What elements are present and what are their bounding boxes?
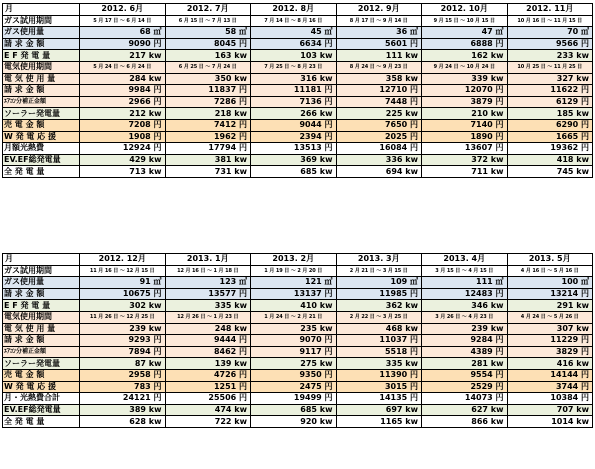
month-header-cell: 2012. 11月 bbox=[507, 4, 593, 16]
value-cell: 68 ㎥ bbox=[80, 27, 166, 39]
value-cell: 3744 円 bbox=[507, 381, 593, 393]
value-cell: 9284 円 bbox=[422, 335, 508, 347]
value-cell: 335 kw bbox=[165, 300, 251, 312]
value-cell: 416 kw bbox=[507, 358, 593, 370]
period-cell: 4 月 24 日 ～ 5 月 26 日 bbox=[507, 311, 593, 323]
row-label: 請 求 金 額 bbox=[3, 38, 80, 50]
value-cell: 1908 円 bbox=[80, 131, 166, 143]
value-cell: 12070 円 bbox=[422, 85, 508, 97]
value-cell: 327 kw bbox=[507, 73, 593, 85]
period-cell: 3 月 26 日 ～ 4 月 23 日 bbox=[422, 311, 508, 323]
value-cell: 9444 円 bbox=[165, 335, 251, 347]
value-cell: 248 kw bbox=[165, 323, 251, 335]
month-header-cell: 2013. 1月 bbox=[165, 254, 251, 266]
row-label: ｴｱｺﾝ分補正金額 bbox=[3, 96, 80, 108]
row-label: ソーラー発電量 bbox=[3, 358, 80, 370]
table-row bbox=[3, 38, 593, 50]
value-cell: 9117 円 bbox=[251, 346, 337, 358]
value-cell: 58 ㎥ bbox=[165, 27, 251, 39]
period-cell: 5 月 17 日 ～ 6 月 14 日 bbox=[80, 15, 166, 27]
row-label: 請 求 金 額 bbox=[3, 335, 80, 347]
row-label: 月・光熱費合計 bbox=[3, 393, 80, 405]
value-cell: 372 kw bbox=[422, 154, 508, 166]
table-row bbox=[3, 61, 593, 73]
value-cell: 233 kw bbox=[507, 50, 593, 62]
value-cell: 358 kw bbox=[336, 73, 422, 85]
value-cell: 12710 円 bbox=[336, 85, 422, 97]
value-cell: 9984 円 bbox=[80, 85, 166, 97]
period-cell: 12 月 16 日 ～ 1 月 18 日 bbox=[165, 265, 251, 277]
value-cell: 1665 円 bbox=[507, 131, 593, 143]
value-cell: 91 ㎥ bbox=[80, 277, 166, 289]
value-cell: 1014 kw bbox=[507, 416, 593, 428]
value-cell: 7650 円 bbox=[336, 119, 422, 131]
value-cell: 474 kw bbox=[165, 404, 251, 416]
value-cell: 10384 円 bbox=[507, 393, 593, 405]
period-cell: 6 月 25 日 ～ 7 月 24 日 bbox=[165, 61, 251, 73]
value-cell: 13137 円 bbox=[251, 288, 337, 300]
value-cell: 275 kw bbox=[251, 358, 337, 370]
value-cell: 11837 円 bbox=[165, 85, 251, 97]
period-cell: 2 月 21 日 ～ 3 月 15 日 bbox=[336, 265, 422, 277]
table-row bbox=[3, 416, 593, 428]
value-cell: 2958 円 bbox=[80, 369, 166, 381]
row-label: W 発 電 応 援 bbox=[3, 131, 80, 143]
value-cell: 731 kw bbox=[165, 166, 251, 178]
value-cell: 350 kw bbox=[165, 73, 251, 85]
value-cell: 13214 円 bbox=[507, 288, 593, 300]
value-cell: 19499 円 bbox=[251, 393, 337, 405]
value-cell: 239 kw bbox=[422, 323, 508, 335]
row-label: ｴｱｺﾝ分補正金額 bbox=[3, 346, 80, 358]
value-cell: 16084 円 bbox=[336, 143, 422, 155]
value-cell: 410 kw bbox=[251, 300, 337, 312]
value-cell: 9566 円 bbox=[507, 38, 593, 50]
month-header-cell: 2012. 12月 bbox=[80, 254, 166, 266]
value-cell: 7286 円 bbox=[165, 96, 251, 108]
value-cell: 468 kw bbox=[336, 323, 422, 335]
row-label: 請 求 金 額 bbox=[3, 85, 80, 97]
month-header-cell: 2012. 6月 bbox=[80, 4, 166, 16]
value-cell: 121 ㎥ bbox=[251, 277, 337, 289]
value-cell: 218 kw bbox=[165, 108, 251, 120]
table-row bbox=[3, 277, 593, 289]
value-cell: 722 kw bbox=[165, 416, 251, 428]
value-cell: 9554 円 bbox=[422, 369, 508, 381]
value-cell: 3015 円 bbox=[336, 381, 422, 393]
value-cell: 694 kw bbox=[336, 166, 422, 178]
period-cell: 10 月 25 日 ～ 11 月 25 日 bbox=[507, 61, 593, 73]
value-cell: 685 kw bbox=[251, 404, 337, 416]
value-cell: 707 kw bbox=[507, 404, 593, 416]
value-cell: 7894 円 bbox=[80, 346, 166, 358]
value-cell: 217 kw bbox=[80, 50, 166, 62]
value-cell: 346 kw bbox=[422, 300, 508, 312]
row-label: 全 発 電 量 bbox=[3, 416, 80, 428]
table-row bbox=[3, 265, 593, 277]
value-cell: 3879 円 bbox=[422, 96, 508, 108]
value-cell: 47 ㎥ bbox=[422, 27, 508, 39]
value-cell: 70 ㎥ bbox=[507, 27, 593, 39]
value-cell: 697 kw bbox=[336, 404, 422, 416]
table-row bbox=[3, 358, 593, 370]
value-cell: 9293 円 bbox=[80, 335, 166, 347]
month-header-cell: 2013. 5月 bbox=[507, 254, 593, 266]
value-cell: 7412 円 bbox=[165, 119, 251, 131]
value-cell: 14073 円 bbox=[422, 393, 508, 405]
value-cell: 12924 円 bbox=[80, 143, 166, 155]
value-cell: 307 kw bbox=[507, 323, 593, 335]
value-cell: 111 ㎥ bbox=[422, 277, 508, 289]
table-row bbox=[3, 369, 593, 381]
table-row bbox=[3, 404, 593, 416]
table-row bbox=[3, 96, 593, 108]
value-cell: 291 kw bbox=[507, 300, 593, 312]
month-header-label: 月 bbox=[3, 254, 80, 266]
month-header-cell: 2012. 9月 bbox=[336, 4, 422, 16]
period-cell: 9 月 15 日 ～ 10 月 15 日 bbox=[422, 15, 508, 27]
row-label: ガス試用期間 bbox=[3, 15, 80, 27]
period-cell: 9 月 24 日 ～ 10 月 24 日 bbox=[422, 61, 508, 73]
value-cell: 45 ㎥ bbox=[251, 27, 337, 39]
month-header-row bbox=[3, 254, 593, 266]
value-cell: 13607 円 bbox=[422, 143, 508, 155]
row-label: 電気使用期間 bbox=[3, 311, 80, 323]
value-cell: 5601 円 bbox=[336, 38, 422, 50]
row-label: 売 電 金 額 bbox=[3, 369, 80, 381]
value-cell: 2394 円 bbox=[251, 131, 337, 143]
value-cell: 11390 円 bbox=[336, 369, 422, 381]
value-cell: 13513 円 bbox=[251, 143, 337, 155]
value-cell: 11229 円 bbox=[507, 335, 593, 347]
value-cell: 100 ㎥ bbox=[507, 277, 593, 289]
table-row bbox=[3, 50, 593, 62]
value-cell: 8462 円 bbox=[165, 346, 251, 358]
value-cell: 9090 円 bbox=[80, 38, 166, 50]
row-label: ガス試用期間 bbox=[3, 265, 80, 277]
period-cell: 1 月 24 日 ～ 2 月 21 日 bbox=[251, 311, 337, 323]
month-header-label: 月 bbox=[3, 4, 80, 16]
value-cell: 109 ㎥ bbox=[336, 277, 422, 289]
value-cell: 210 kw bbox=[422, 108, 508, 120]
value-cell: 87 kw bbox=[80, 358, 166, 370]
value-cell: 628 kw bbox=[80, 416, 166, 428]
value-cell: 4389 円 bbox=[422, 346, 508, 358]
row-label: EV.EF総発電量 bbox=[3, 404, 80, 416]
value-cell: 24121 円 bbox=[80, 393, 166, 405]
value-cell: 3829 円 bbox=[507, 346, 593, 358]
value-cell: 1890 円 bbox=[422, 131, 508, 143]
value-cell: 745 kw bbox=[507, 166, 593, 178]
value-cell: 339 kw bbox=[422, 73, 508, 85]
row-label: 電気使用期間 bbox=[3, 61, 80, 73]
period-cell: 3 月 15 日 ～ 4 月 15 日 bbox=[422, 265, 508, 277]
row-label: E F 発 電 量 bbox=[3, 50, 80, 62]
row-label: ガス使用量 bbox=[3, 27, 80, 39]
value-cell: 14144 円 bbox=[507, 369, 593, 381]
value-cell: 316 kw bbox=[251, 73, 337, 85]
value-cell: 11985 円 bbox=[336, 288, 422, 300]
utility-table-2012 bbox=[2, 3, 593, 178]
month-header-row bbox=[3, 4, 593, 16]
value-cell: 9070 円 bbox=[251, 335, 337, 347]
table-row bbox=[3, 323, 593, 335]
value-cell: 17794 円 bbox=[165, 143, 251, 155]
value-cell: 6290 円 bbox=[507, 119, 593, 131]
value-cell: 139 kw bbox=[165, 358, 251, 370]
value-cell: 713 kw bbox=[80, 166, 166, 178]
value-cell: 284 kw bbox=[80, 73, 166, 85]
period-cell: 11 月 16 日 ～ 12 月 15 日 bbox=[80, 265, 166, 277]
value-cell: 239 kw bbox=[80, 323, 166, 335]
row-label: 月額光熱費 bbox=[3, 143, 80, 155]
value-cell: 4726 円 bbox=[165, 369, 251, 381]
row-label: 請 求 金 額 bbox=[3, 288, 80, 300]
utility-table-2013 bbox=[2, 253, 593, 428]
period-cell: 6 月 15 日 ～ 7 月 13 日 bbox=[165, 15, 251, 27]
value-cell: 13577 円 bbox=[165, 288, 251, 300]
row-label: ガス使用量 bbox=[3, 277, 80, 289]
value-cell: 10675 円 bbox=[80, 288, 166, 300]
value-cell: 8045 円 bbox=[165, 38, 251, 50]
value-cell: 1962 円 bbox=[165, 131, 251, 143]
value-cell: 111 kw bbox=[336, 50, 422, 62]
value-cell: 6634 円 bbox=[251, 38, 337, 50]
value-cell: 19362 円 bbox=[507, 143, 593, 155]
value-cell: 783 円 bbox=[80, 381, 166, 393]
value-cell: 14135 円 bbox=[336, 393, 422, 405]
row-label: EV.EF総発電量 bbox=[3, 154, 80, 166]
value-cell: 2529 円 bbox=[422, 381, 508, 393]
value-cell: 162 kw bbox=[422, 50, 508, 62]
table-row bbox=[3, 346, 593, 358]
value-cell: 866 kw bbox=[422, 416, 508, 428]
month-header-cell: 2012. 8月 bbox=[251, 4, 337, 16]
value-cell: 336 kw bbox=[336, 154, 422, 166]
value-cell: 36 ㎥ bbox=[336, 27, 422, 39]
value-cell: 711 kw bbox=[422, 166, 508, 178]
row-label: ソーラー発電量 bbox=[3, 108, 80, 120]
value-cell: 11181 円 bbox=[251, 85, 337, 97]
value-cell: 685 kw bbox=[251, 166, 337, 178]
value-cell: 7136 円 bbox=[251, 96, 337, 108]
value-cell: 123 ㎥ bbox=[165, 277, 251, 289]
month-header-cell: 2013. 4月 bbox=[422, 254, 508, 266]
period-cell: 8 月 24 日 ～ 9 月 23 日 bbox=[336, 61, 422, 73]
value-cell: 369 kw bbox=[251, 154, 337, 166]
value-cell: 225 kw bbox=[336, 108, 422, 120]
period-cell: 7 月 25 日 ～ 8 月 23 日 bbox=[251, 61, 337, 73]
month-header-cell: 2013. 3月 bbox=[336, 254, 422, 266]
table-row bbox=[3, 15, 593, 27]
period-cell: 1 月 19 日 ～ 2 月 20 日 bbox=[251, 265, 337, 277]
table-row bbox=[3, 73, 593, 85]
period-cell: 11 月 26 日 ～ 12 月 25 日 bbox=[80, 311, 166, 323]
row-label: 売 電 金 額 bbox=[3, 119, 80, 131]
value-cell: 266 kw bbox=[251, 108, 337, 120]
table-row bbox=[3, 300, 593, 312]
value-cell: 1165 kw bbox=[336, 416, 422, 428]
value-cell: 185 kw bbox=[507, 108, 593, 120]
value-cell: 9350 円 bbox=[251, 369, 337, 381]
value-cell: 6888 円 bbox=[422, 38, 508, 50]
table-row bbox=[3, 381, 593, 393]
table-row bbox=[3, 85, 593, 97]
period-cell: 8 月 17 日 ～ 9 月 14 日 bbox=[336, 15, 422, 27]
value-cell: 11037 円 bbox=[336, 335, 422, 347]
table-row bbox=[3, 288, 593, 300]
row-label: 全 発 電 量 bbox=[3, 166, 80, 178]
value-cell: 2475 円 bbox=[251, 381, 337, 393]
row-label: 電 気 使 用 量 bbox=[3, 73, 80, 85]
row-label: W 発 電 応 援 bbox=[3, 381, 80, 393]
period-cell: 4 月 16 日 ～ 5 月 16 日 bbox=[507, 265, 593, 277]
table-row bbox=[3, 131, 593, 143]
table-row bbox=[3, 154, 593, 166]
period-cell: 5 月 24 日 ～ 6 月 24 日 bbox=[80, 61, 166, 73]
value-cell: 389 kw bbox=[80, 404, 166, 416]
period-cell: 12 月 26 日 ～ 1 月 23 日 bbox=[165, 311, 251, 323]
value-cell: 12483 円 bbox=[422, 288, 508, 300]
value-cell: 429 kw bbox=[80, 154, 166, 166]
value-cell: 163 kw bbox=[165, 50, 251, 62]
period-cell: 10 月 16 日 ～ 11 月 15 日 bbox=[507, 15, 593, 27]
value-cell: 9044 円 bbox=[251, 119, 337, 131]
value-cell: 335 kw bbox=[336, 358, 422, 370]
value-cell: 2966 円 bbox=[80, 96, 166, 108]
period-cell: 7 月 14 日 ～ 8 月 16 日 bbox=[251, 15, 337, 27]
value-cell: 212 kw bbox=[80, 108, 166, 120]
value-cell: 235 kw bbox=[251, 323, 337, 335]
table-row bbox=[3, 119, 593, 131]
row-label: E F 発 電 量 bbox=[3, 300, 80, 312]
row-label: 電 気 使 用 量 bbox=[3, 323, 80, 335]
value-cell: 281 kw bbox=[422, 358, 508, 370]
value-cell: 7448 円 bbox=[336, 96, 422, 108]
month-header-cell: 2013. 2月 bbox=[251, 254, 337, 266]
value-cell: 25506 円 bbox=[165, 393, 251, 405]
value-cell: 381 kw bbox=[165, 154, 251, 166]
table-row bbox=[3, 335, 593, 347]
table-row bbox=[3, 311, 593, 323]
month-header-cell: 2012. 7月 bbox=[165, 4, 251, 16]
table-row bbox=[3, 27, 593, 39]
table-row bbox=[3, 166, 593, 178]
value-cell: 1251 円 bbox=[165, 381, 251, 393]
table-row bbox=[3, 393, 593, 405]
value-cell: 6129 円 bbox=[507, 96, 593, 108]
value-cell: 920 kw bbox=[251, 416, 337, 428]
value-cell: 418 kw bbox=[507, 154, 593, 166]
value-cell: 302 kw bbox=[80, 300, 166, 312]
value-cell: 103 kw bbox=[251, 50, 337, 62]
value-cell: 11622 円 bbox=[507, 85, 593, 97]
value-cell: 362 kw bbox=[336, 300, 422, 312]
table-row bbox=[3, 143, 593, 155]
value-cell: 7208 円 bbox=[80, 119, 166, 131]
table-row bbox=[3, 108, 593, 120]
period-cell: 2 月 22 日 ～ 3 月 25 日 bbox=[336, 311, 422, 323]
month-header-cell: 2012. 10月 bbox=[422, 4, 508, 16]
value-cell: 5518 円 bbox=[336, 346, 422, 358]
value-cell: 2025 円 bbox=[336, 131, 422, 143]
value-cell: 627 kw bbox=[422, 404, 508, 416]
value-cell: 7140 円 bbox=[422, 119, 508, 131]
